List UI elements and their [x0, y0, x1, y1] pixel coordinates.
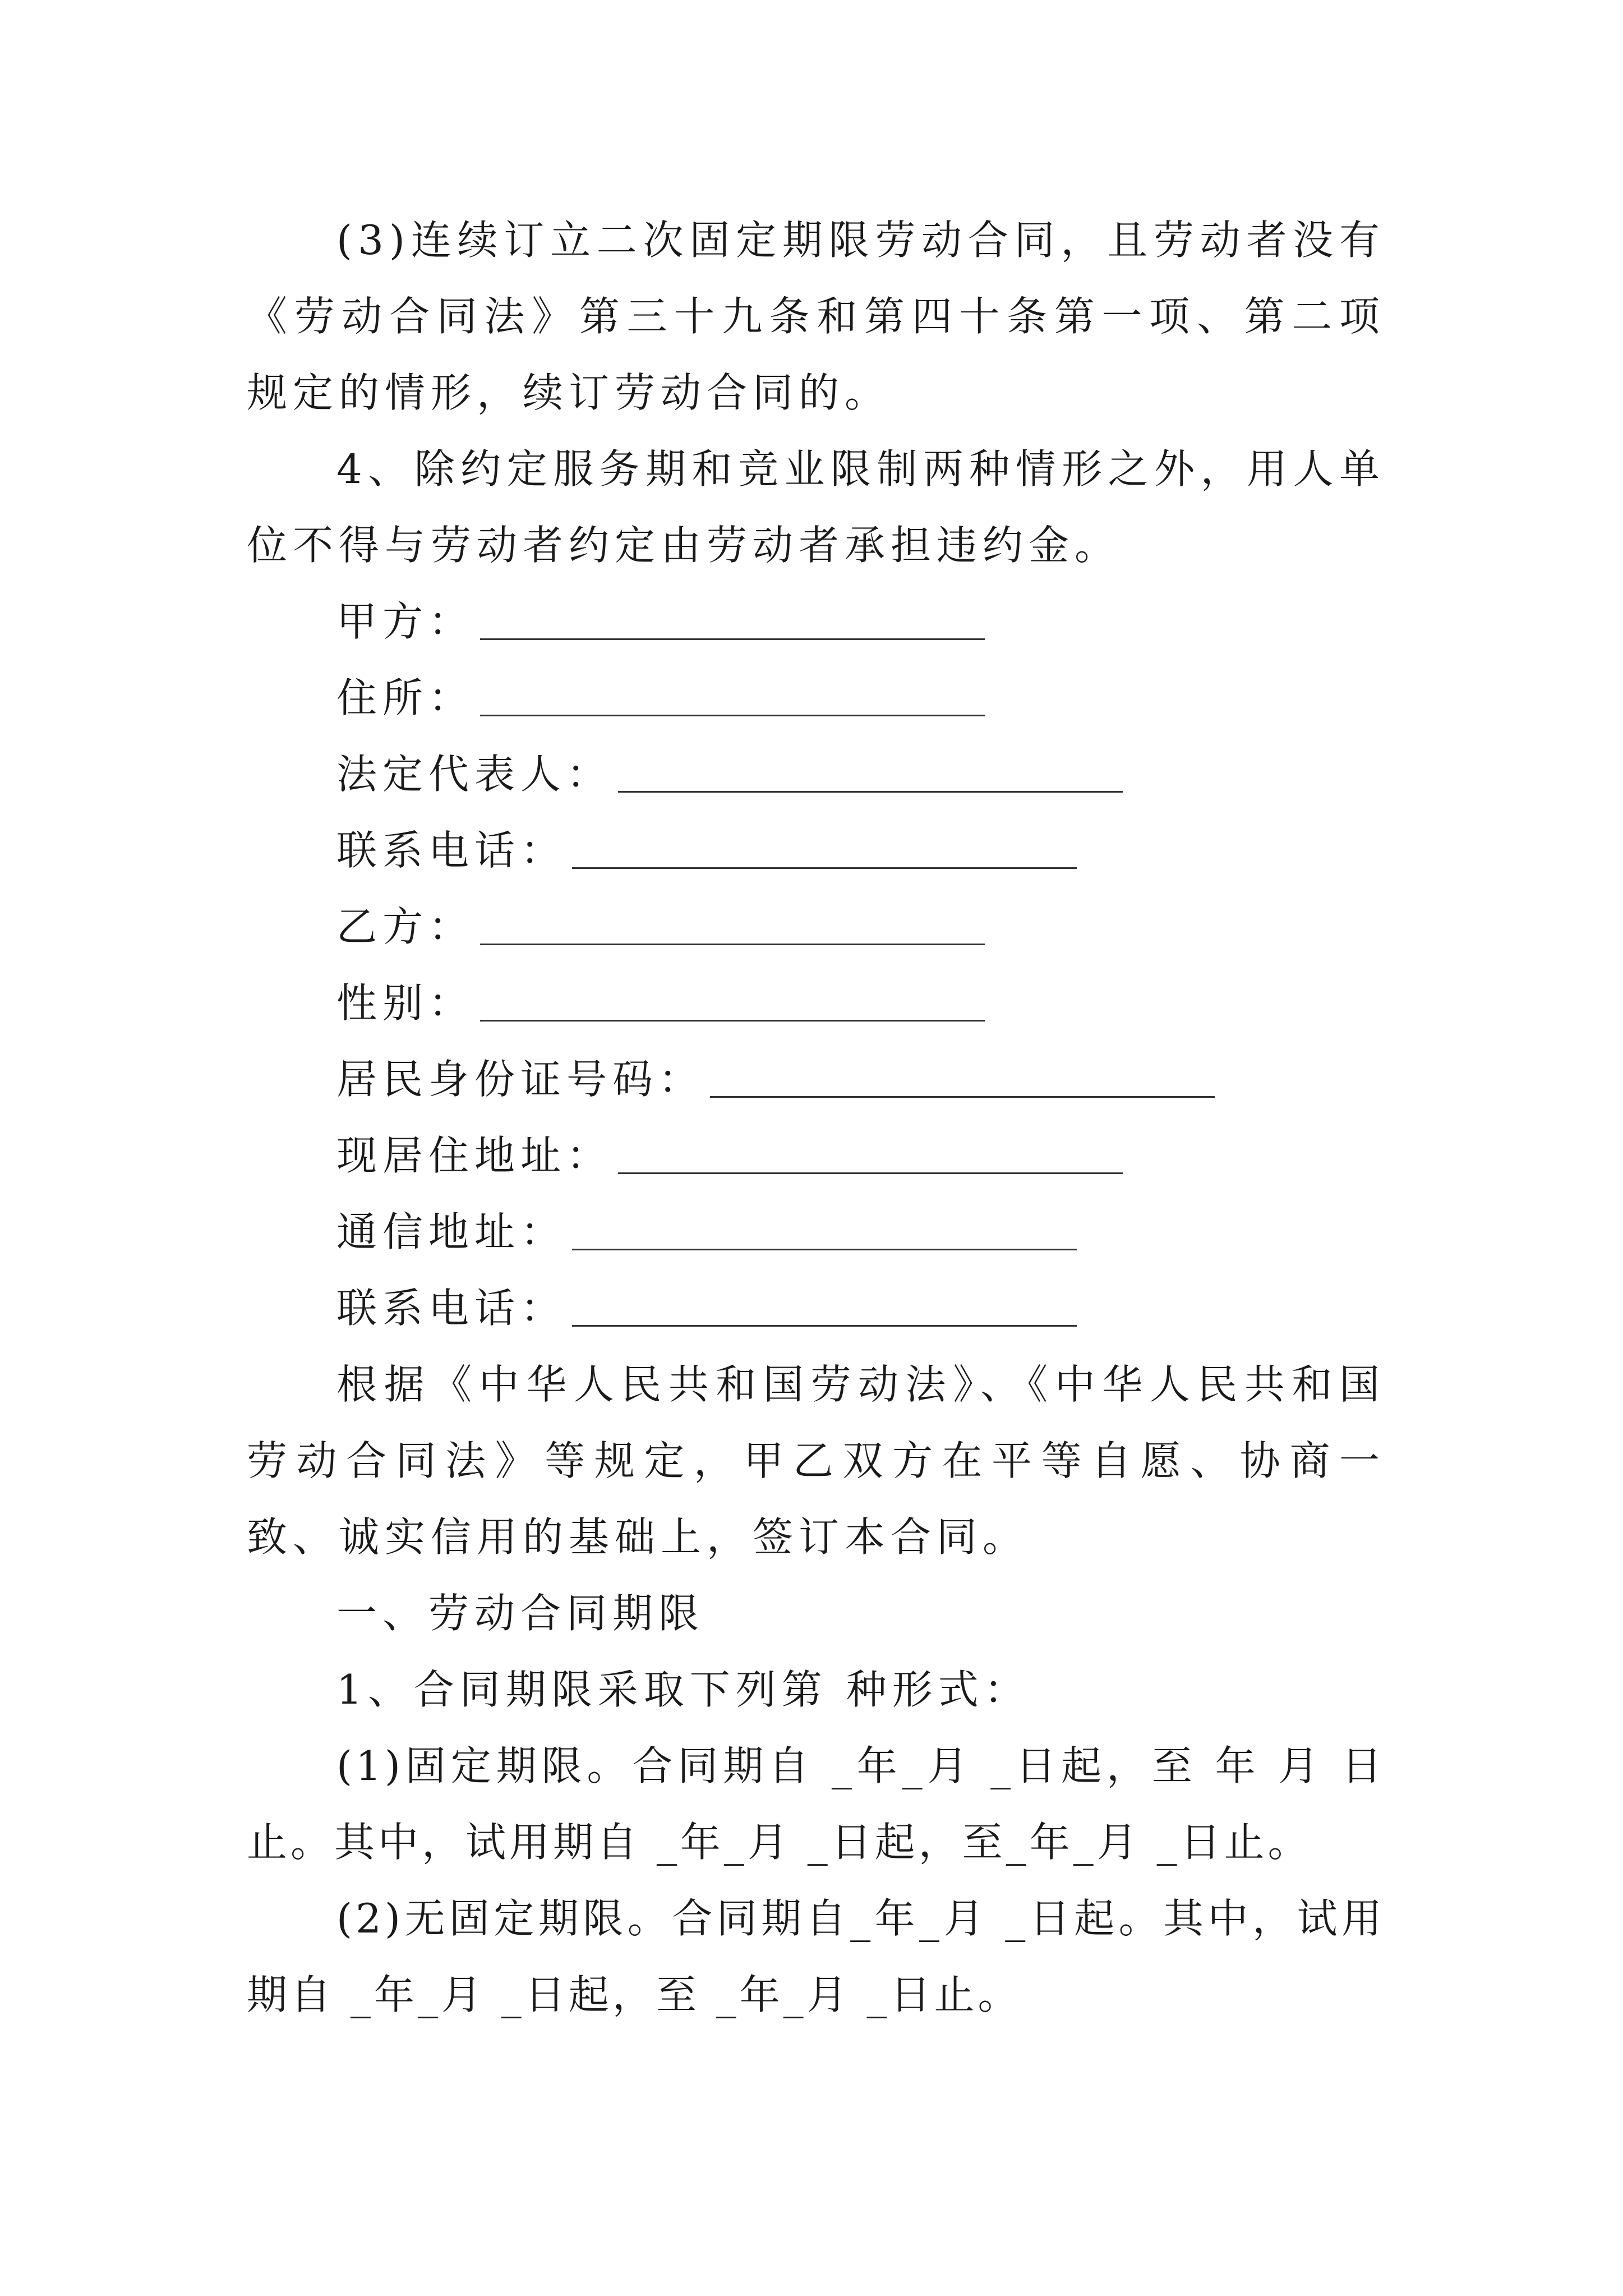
field-label: 法定代表人： — [336, 751, 613, 798]
paragraph-preamble: 根据《中华人民共和国劳动法》、《中华人民共和国劳动合同法》等规定，甲乙双方在平等自愿、协商一致、诚实信用的基础上，签订本合同。 — [247, 1361, 1385, 1561]
paragraph-fixed-term: (1)固定期限。合同期自 _年_月 _日起，至 年 月 日止。其中，试用期自 _年_月 _日起，至_年_月 _日止。 — [247, 1742, 1385, 1866]
fill-in-line — [572, 1248, 1077, 1250]
fill-in-line — [480, 1019, 985, 1022]
fill-in-line — [618, 790, 1123, 793]
field-label: 联系电话： — [336, 1285, 567, 1332]
fill-in-line — [480, 638, 985, 640]
field-party-a — [247, 583, 1385, 660]
field-mailing-address — [247, 1194, 1385, 1270]
fill-in-line — [572, 1324, 1077, 1327]
field-label: 现居住地址： — [336, 1132, 613, 1179]
field-phone-b — [247, 1270, 1385, 1346]
field-label: 通信地址： — [336, 1208, 567, 1255]
field-address — [247, 660, 1385, 736]
field-label: 住所： — [336, 674, 475, 721]
section-heading-contract-term: 一、劳动合同期限 — [336, 1590, 705, 1637]
fill-in-line — [480, 943, 985, 945]
fill-in-line — [572, 867, 1077, 869]
field-party-b — [247, 889, 1385, 965]
field-label: 居民身份证号码： — [336, 1056, 705, 1103]
paragraph-term-form: 1、合同期限采取下列第 种形式： — [336, 1666, 1030, 1713]
field-phone-a — [247, 812, 1385, 889]
field-current-address — [247, 1117, 1385, 1194]
paragraph-penalty-clause: 4、除约定服务期和竞业限制两种情形之外，用人单位不得与劳动者约定由劳动者承担违约金。 — [247, 445, 1385, 569]
fill-in-line — [480, 714, 985, 716]
field-gender — [247, 965, 1385, 1041]
field-label: 乙方： — [336, 903, 475, 950]
document-body — [247, 202, 1385, 2033]
field-legal-representative — [247, 736, 1385, 812]
field-id-number — [247, 1041, 1385, 1117]
fill-in-line — [618, 1172, 1123, 1174]
field-label: 性别： — [336, 979, 475, 1027]
paragraph-open-term: (2)无固定期限。合同期自_年_月 _日起。其中，试用期自 _年_月 _日起，至 _年_月 _日止。 — [247, 1895, 1385, 2018]
paragraph-renewal-clause: (3)连续订立二次固定期限劳动合同，且劳动者没有《劳动合同法》第三十九条和第四十条第一项、第二项规定的情形，续订劳动合同的。 — [247, 217, 1385, 416]
fill-in-line — [710, 1096, 1215, 1098]
field-label: 甲方： — [336, 598, 475, 645]
field-label: 联系电话： — [336, 827, 567, 874]
